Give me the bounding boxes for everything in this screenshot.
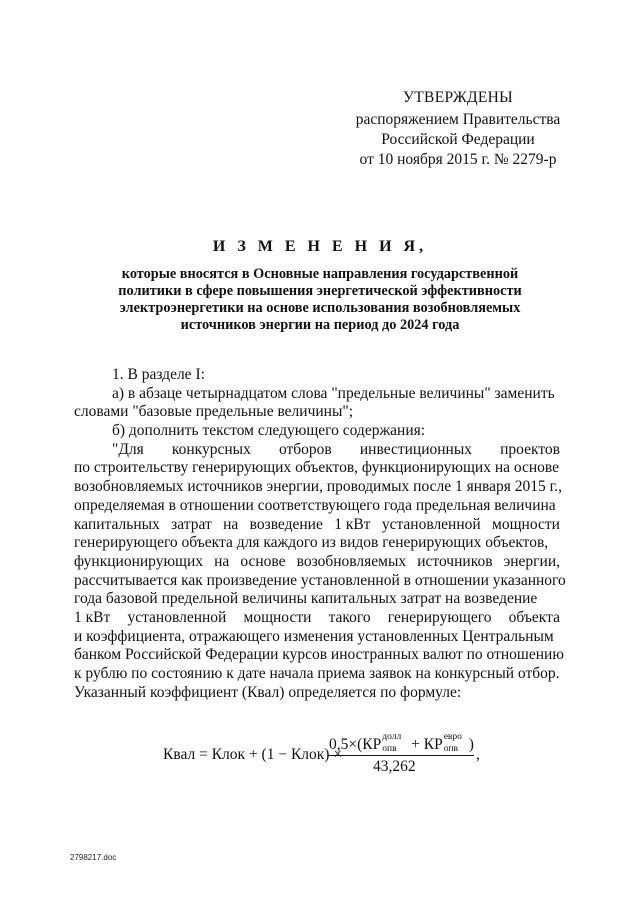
formula-part: 0,5×(КР — [329, 736, 382, 753]
document-heading — [60, 236, 580, 334]
word: установленной — [127, 608, 227, 626]
word: энергии, — [503, 552, 560, 570]
word: 1 кВт — [74, 608, 111, 626]
approval-line: от 10 ноября 2015 г. № 2279-р — [359, 151, 557, 168]
formula-denominator: 43,262 — [373, 758, 416, 775]
paragraph-line: а) в абзаце четырнадцатом слова "предельные величины" заменить — [112, 384, 555, 402]
word: затрат — [171, 515, 212, 533]
word: объекта — [508, 608, 560, 626]
paragraph-line — [74, 441, 560, 460]
approval-title: УТВЕРЖДЕНЫ — [403, 89, 513, 106]
word: мощности — [243, 608, 312, 626]
paragraph-line: словами "базовые предельные величины"; — [74, 403, 354, 421]
word: установленной — [381, 515, 481, 533]
word: на — [223, 515, 239, 533]
heading-title: И З М Е Н Е Н И Я, — [212, 238, 428, 255]
formula-superscript: долл — [382, 732, 402, 742]
paragraph-line: генерирующего объекта для каждого из видов генерирующих объектов, — [74, 534, 549, 552]
heading-subtitle — [60, 266, 580, 334]
paragraph-line — [74, 553, 560, 572]
heading-subtitle-line: которые вносятся в Основные направления государственной — [121, 266, 519, 282]
heading-subtitle-line: источников энергии на период до 2024 года — [180, 317, 460, 333]
word: "Для — [112, 440, 144, 458]
word: инвестиционных — [359, 440, 473, 458]
paragraph-line: б) дополнить текстом следующего содержания: — [112, 422, 426, 440]
formula — [163, 732, 493, 776]
word: мощности — [492, 515, 560, 533]
formula-indices — [443, 732, 469, 754]
word: такого — [328, 608, 371, 626]
word: отборов — [278, 440, 332, 458]
paragraph-line: Указанный коэффициент (Квал) определяется по формуле: — [74, 683, 462, 701]
word: конкурсных — [171, 440, 251, 458]
word: проектов — [500, 440, 560, 458]
word: возобновляемых — [296, 552, 407, 570]
paragraph-line: года базовой предельной величины капитальных затрат на возведение — [74, 590, 538, 608]
formula-part: ) — [468, 736, 474, 753]
paragraph-line: и коэффициента, отражающего изменения установленных Центральным — [74, 627, 554, 645]
paragraph-line: возобновляемых источников энергии, проводимых после 1 января 2015 г., — [74, 478, 562, 496]
word: генерирующего — [387, 608, 492, 626]
word: функционирующих — [74, 552, 204, 570]
heading-subtitle-line: политики в сфере повышения энергетической эффективности — [118, 283, 522, 299]
formula-subscript: опв — [443, 744, 459, 754]
heading-subtitle-line: электроэнергетики на основе использования возобновляемых — [119, 300, 521, 316]
formula-comma: , — [476, 746, 480, 763]
paragraph-line — [74, 516, 560, 535]
formula-indices — [381, 732, 407, 754]
paragraph-line: по строительству генерирующих объектов, функционирующих на основе — [74, 459, 560, 477]
paragraph-line: рассчитывается как произведение установленной в отношении указанного — [74, 571, 566, 589]
fraction-bar — [328, 755, 474, 756]
formula-subscript: опв — [382, 744, 397, 754]
approval-line: Российской Федерации — [381, 131, 535, 148]
paragraph-line: определяемая в отношении соответствующего года предельная величина — [74, 496, 556, 514]
paragraph-line: к рублю по состоянию к дате начала приема заявок на конкурсный отбор. — [74, 665, 560, 682]
approval-block — [348, 88, 568, 170]
formula-superscript: евро — [443, 732, 462, 742]
approval-line: распоряжением Правительства — [355, 111, 561, 128]
word: возведение — [249, 515, 323, 533]
section-heading: 1. В разделе I: — [112, 366, 205, 383]
formula-part: + КР — [407, 736, 443, 753]
word: капитальных — [74, 515, 160, 533]
footer-file-code: 2798217.doc — [70, 853, 117, 862]
paragraph-line: банком Российской Федерации курсов иностранных валют по отношению — [74, 646, 564, 664]
word: на — [214, 552, 230, 570]
word: 1 кВт — [334, 515, 371, 533]
document-body — [74, 366, 566, 702]
paragraph-line — [74, 609, 560, 628]
formula-lhs: Квал = Клок + (1 − Клок) × — [163, 746, 343, 763]
word: источников — [417, 552, 493, 570]
formula-numerator — [329, 732, 474, 754]
word: основе — [240, 552, 286, 570]
